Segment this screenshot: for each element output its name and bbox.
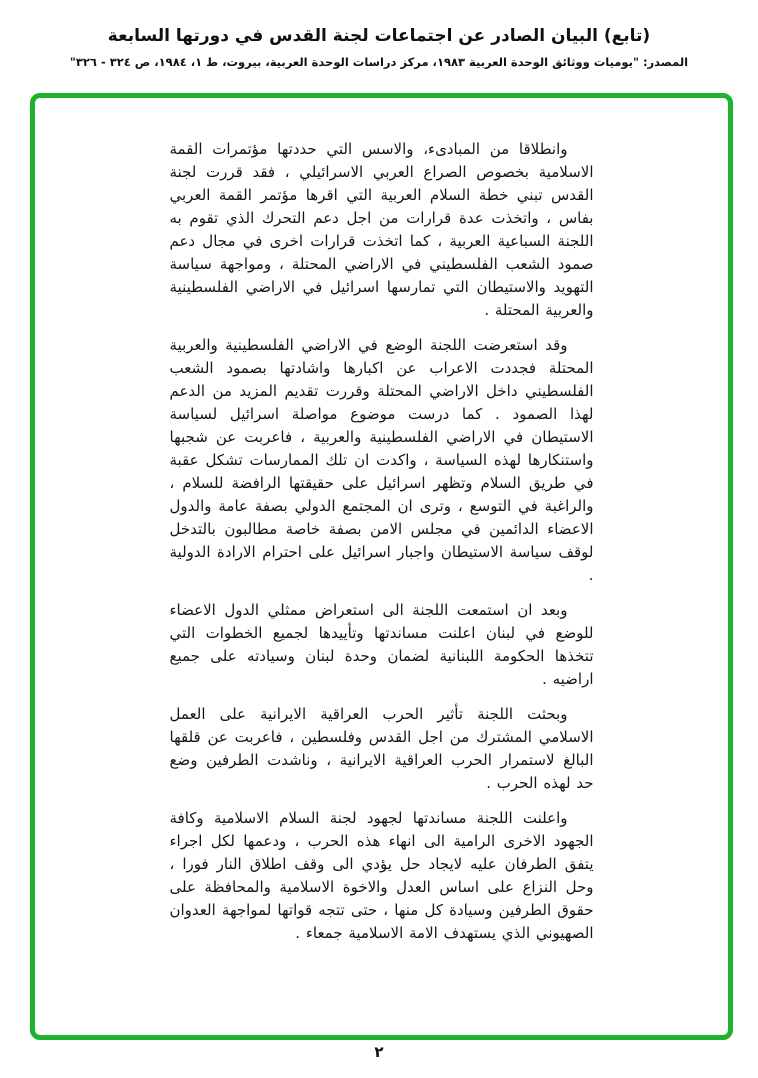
document-body [170, 138, 594, 945]
document-header [0, 26, 758, 69]
green-frame [30, 93, 733, 1040]
document-title: (تابع) البيان الصادر عن اجتماعات لجنة القدس في دورتها السابعة [107, 26, 651, 46]
paragraph-lebanon: وبعد ان استمعت اللجنة الى استعراض ممثلي الدول الاعضاء للوضع في لبنان اعلنت مساندتها وتأييدها لجميع الخطوات التي تتخذها الحكومة اللبنانية لضمان وحدة لبنان وسيادته على جميع اراضيه . [169, 601, 594, 688]
source-citation: المصدر: "يوميات ووثائق الوحدة العربية ١٩٨٣، مركز دراسات الوحدة العربية، بيروت، ط ١، ١٩٨٤، ص ٣٢٤ - ٣٢٦" [69, 55, 689, 69]
paragraph-occupied-territories: وقد استعرضت اللجنة الوضع في الاراضي الفلسطينية والعربية المحتلة فجددت الاعراب عن اكبارها واشادتها بصمود الشعب الفلسطيني داخل الاراضي المحتلة وقررت تقديم المزيد من الدعم لهذا الصمود . كما درست موضوع مواصلة اسرائيل لسياسة الاستيطان في الاراضي الفلسطينية والعربية ، فاعربت عن شجبها واستنكارها لهذه السياسة ، واكدت ان تلك الممارسات تشكل عقبة في طريق السلام وتظهر اسرائيل على حقيقتها الرافضة للسلام ، والراغبة في التوسع ، وترى ان المجتمع الدولي بصفة عامة والدول الاعضاء الدائمين في مجلس الامن بصفة خاصة مطالبون بالتدخل لوقف سياسة الاستيطان واجبار اسرائيل على احترام الارادة الدولية . [169, 336, 594, 584]
page-number: ٢ [374, 1043, 384, 1061]
paragraph-principles: وانطلاقا من المبادىء، والاسس التي حددتها مؤتمرات القمة الاسلامية بخصوص الصراع العربي الاسرائيلي ، فقد قررت لجنة القدس تبني خطة السلام العربية التي اقرها مؤتمر القمة العربي بفاس ، واتخذت عدة قرارات من اجل دعم التحرك الذي تقوم به اللجنة السباعية العربية ، كما اتخذت قرارات اخرى في مجال دعم صمود الشعب الفلسطيني في الاراضي المحتلة ، ومواجهة سياسة التهويد والاستيطان التي تمارسها اسرائيل في الاراضي الفلسطينية والعربية المحتلة . [169, 140, 594, 319]
paragraph-iraq-iran-war: وبحثت اللجنة تأثير الحرب العراقية الايرانية على العمل الاسلامي المشترك من اجل القدس وفلسطين ، فاعربت عن قلقها البالغ لاستمرار الحرب العراقية الايرانية ، وناشدت الطرفين وضع حد لهذه الحرب . [169, 705, 594, 792]
paragraph-peace-efforts: واعلنت اللجنة مساندتها لجهود لجنة السلام الاسلامية وكافة الجهود الاخرى الرامية الى انهاء هذه الحرب ، ودعمها لكل اجراء يتفق الطرفان عليه لايجاد حل يؤدي الى وقف اطلاق النار فورا ، وحل النزاع على اساس العدل والاخوة الاسلامية والمحافظة على حقوق الطرفين وسيادة كل منها ، حتى تتجه قواتها لمواجهة العدوان الصهيوني الذي يستهدف الامة الاسلامية جمعاء . [169, 809, 594, 942]
